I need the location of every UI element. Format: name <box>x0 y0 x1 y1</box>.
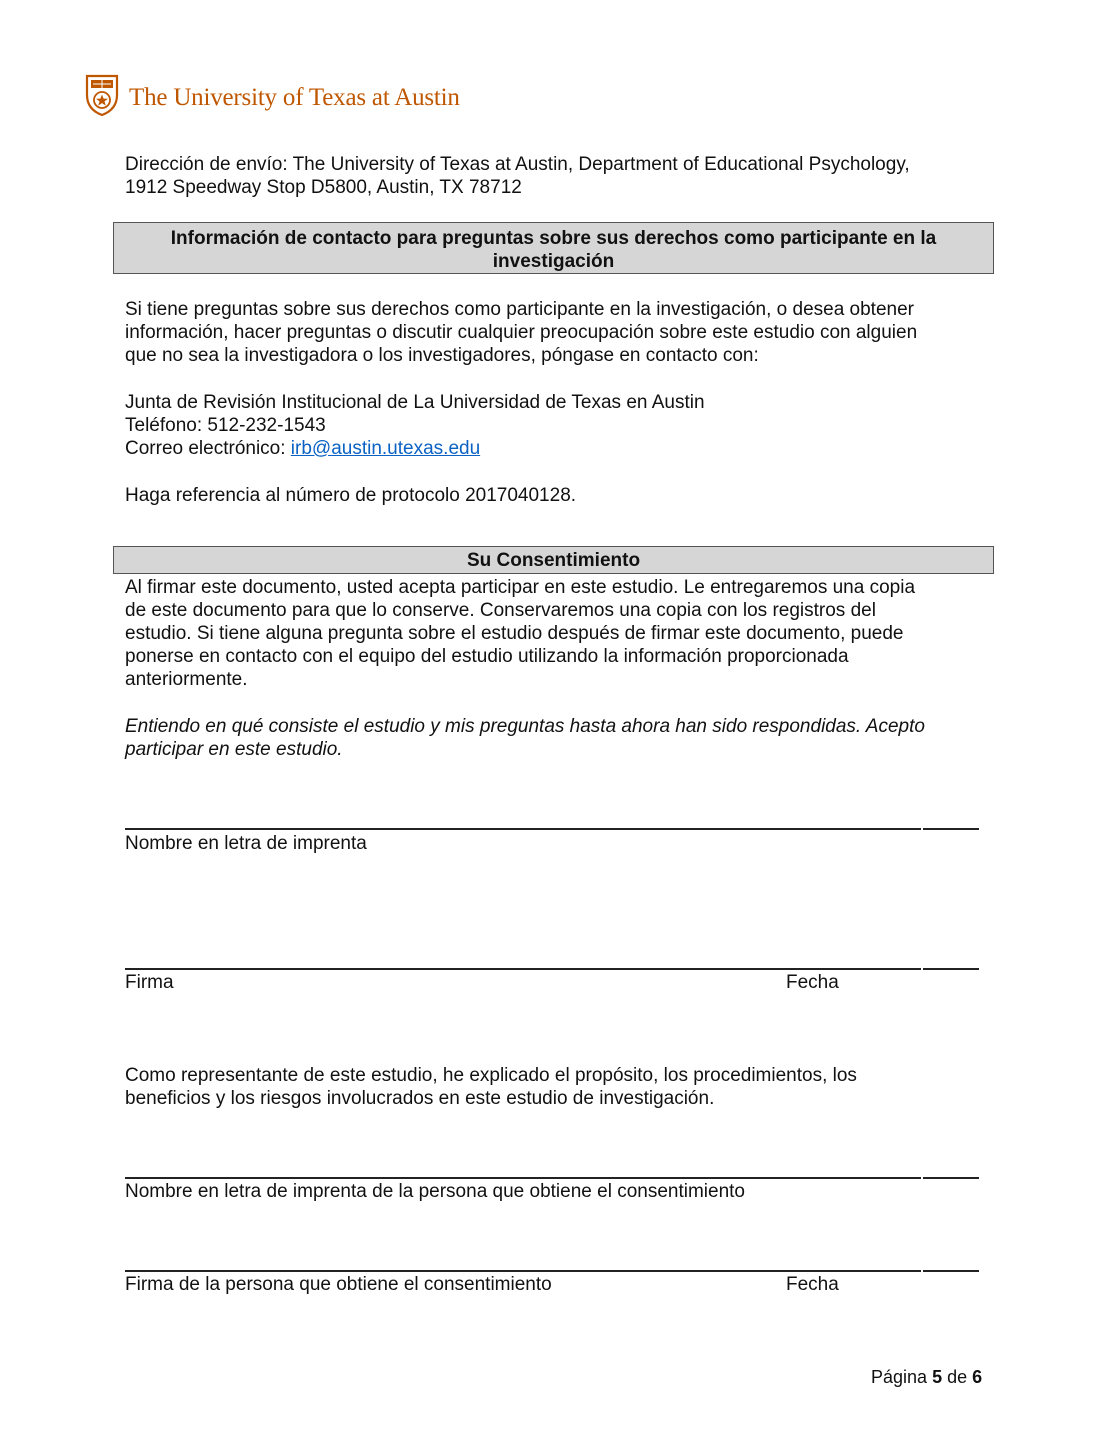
heading-line: investigación <box>492 251 615 272</box>
consent-statement <box>125 715 995 761</box>
irb-board-name: Junta de Revisión Institucional de La Universidad de Texas en Austin <box>125 392 705 413</box>
statement-line: participar en este estudio. <box>125 739 343 760</box>
irb-email-row <box>125 437 995 460</box>
page-word: Página <box>871 1367 928 1387</box>
obtainer-signature-line[interactable] <box>125 1270 979 1272</box>
protocol-reference: Haga referencia al número de protocolo 2017040128. <box>125 485 577 506</box>
statement-line: beneficios y los riesgos involucrados en este estudio de investigación. <box>125 1088 715 1109</box>
university-name: The University of Texas at Austin <box>129 84 460 111</box>
irb-email-link[interactable]: irb@austin.utexas.edu <box>290 438 481 459</box>
paragraph-line: estudio. Si tiene alguna pregunta sobre el estudio después de firmar este documento, puede <box>125 623 904 644</box>
current-page: 5 <box>932 1367 943 1387</box>
paragraph-line: información, hacer preguntas o discutir cualquier preocupación sobre este estudio con alguien <box>125 322 918 343</box>
obtainer-name-line[interactable] <box>125 1177 979 1179</box>
paragraph-line: Al firmar este documento, usted acepta participar en este estudio. Le entregaremos una copia <box>125 577 916 598</box>
mailing-address <box>125 153 995 199</box>
irb-phone: Teléfono: 512-232-1543 <box>125 415 326 436</box>
statement-line: Como representante de este estudio, he explicado el propósito, los procedimientos, los <box>125 1065 857 1086</box>
signature-label: Firma <box>125 972 174 993</box>
paragraph-line: ponerse en contacto con el equipo del estudio utilizando la información proporcionada <box>125 646 849 667</box>
rights-paragraph <box>125 298 995 367</box>
paragraph-line: anteriormente. <box>125 669 248 690</box>
university-logo <box>84 73 460 123</box>
page-number <box>871 1366 982 1389</box>
printed-name-label: Nombre en letra de imprenta <box>125 833 367 854</box>
statement-line: Entiendo en qué consiste el estudio y mis preguntas hasta ahora han sido respondidas. Acepto <box>125 716 925 737</box>
representative-statement <box>125 1064 995 1110</box>
obtainer-signature-label: Firma de la persona que obtiene el consentimiento <box>125 1274 552 1295</box>
mailing-line: 1912 Speedway Stop D5800, Austin, TX 78712 <box>125 177 522 198</box>
irb-email-label: Correo electrónico: <box>125 438 291 459</box>
heading-line: Información de contacto para preguntas sobre sus derechos como participante en la <box>170 228 937 249</box>
consent-section-heading: Su Consentimiento <box>113 546 994 574</box>
signature-line[interactable] <box>125 968 979 970</box>
irb-contact <box>125 391 995 460</box>
date-label: Fecha <box>786 972 839 993</box>
rights-section-heading <box>113 222 994 274</box>
mailing-line: Dirección de envío: The University of Texas at Austin, Department of Educational Psychology, <box>125 154 910 175</box>
paragraph-line: de este documento para que lo conserve. Conservaremos una copia con los registros del <box>125 600 876 621</box>
paragraph-line: Si tiene preguntas sobre sus derechos como participante en la investigación, o desea obtener <box>125 299 914 320</box>
total-pages: 6 <box>972 1367 983 1387</box>
ut-seal-icon <box>84 73 120 123</box>
obtainer-date-label: Fecha <box>786 1274 839 1295</box>
paragraph-line: que no sea la investigadora o los investigadores, póngase en contacto con: <box>125 345 759 366</box>
obtainer-name-label: Nombre en letra de imprenta de la persona que obtiene el consentimiento <box>125 1181 745 1202</box>
consent-paragraph <box>125 576 995 691</box>
of-word: de <box>947 1367 968 1387</box>
printed-name-line[interactable] <box>125 828 979 830</box>
